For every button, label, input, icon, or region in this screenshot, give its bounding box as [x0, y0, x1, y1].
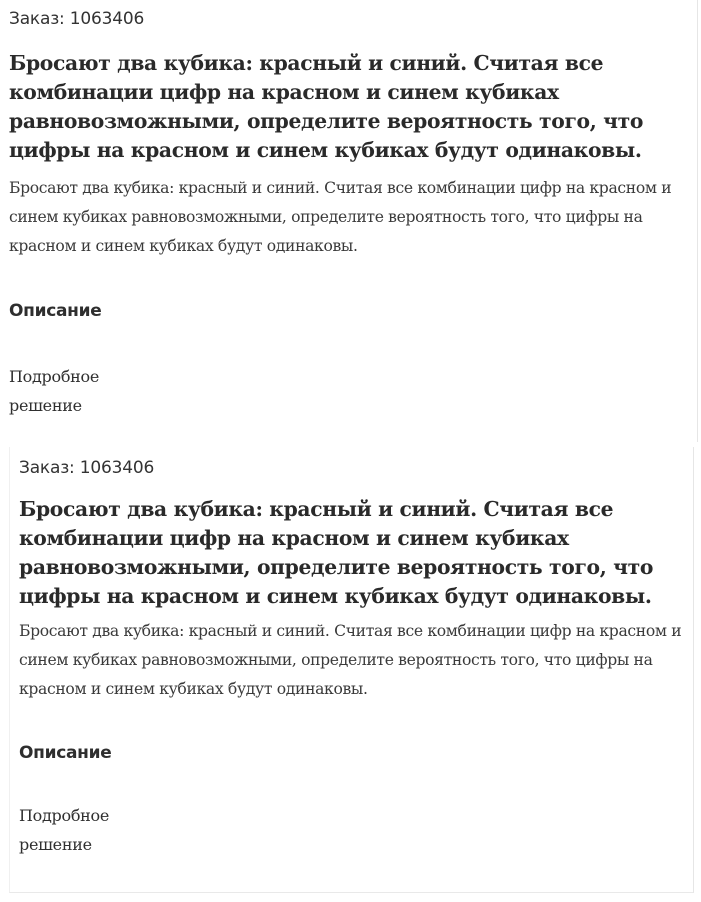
task-description-text: Бросают два кубика: красный и синий. Считая все комбинации цифр на красном и синем кубиках равновозможными, определите вероятность того, что цифры на красном и синем кубиках будут одинаковы.: [19, 622, 682, 698]
task-title: Бросают два кубика: красный и синий. Считая все комбинации цифр на красном и синем кубиках равновозможными, определите вероятность того, что цифры на красном и синем кубиках будут одинаковы.: [19, 497, 654, 608]
detailed-solution-link[interactable]: Подробное решение: [19, 806, 110, 854]
detailed-solution-link[interactable]: Подробное решение: [9, 367, 100, 415]
task-title: Бросают два кубика: красный и синий. Считая все комбинации цифр на красном и синем кубиках равновозможными, определите вероятность того, что цифры на красном и синем кубиках будут одинаковы.: [9, 51, 644, 162]
task-description-text: Бросают два кубика: красный и синий. Считая все комбинации цифр на красном и синем кубиках равновозможными, определите вероятность того, что цифры на красном и синем кубиках будут одинаковы.: [9, 179, 672, 255]
order-card: [9, 447, 694, 893]
order-card: [0, 0, 698, 442]
description-heading: Описание: [9, 301, 102, 321]
order-number: Заказ: 1063406: [19, 458, 155, 478]
description-heading: Описание: [19, 743, 112, 763]
order-number: Заказ: 1063406: [9, 9, 145, 29]
